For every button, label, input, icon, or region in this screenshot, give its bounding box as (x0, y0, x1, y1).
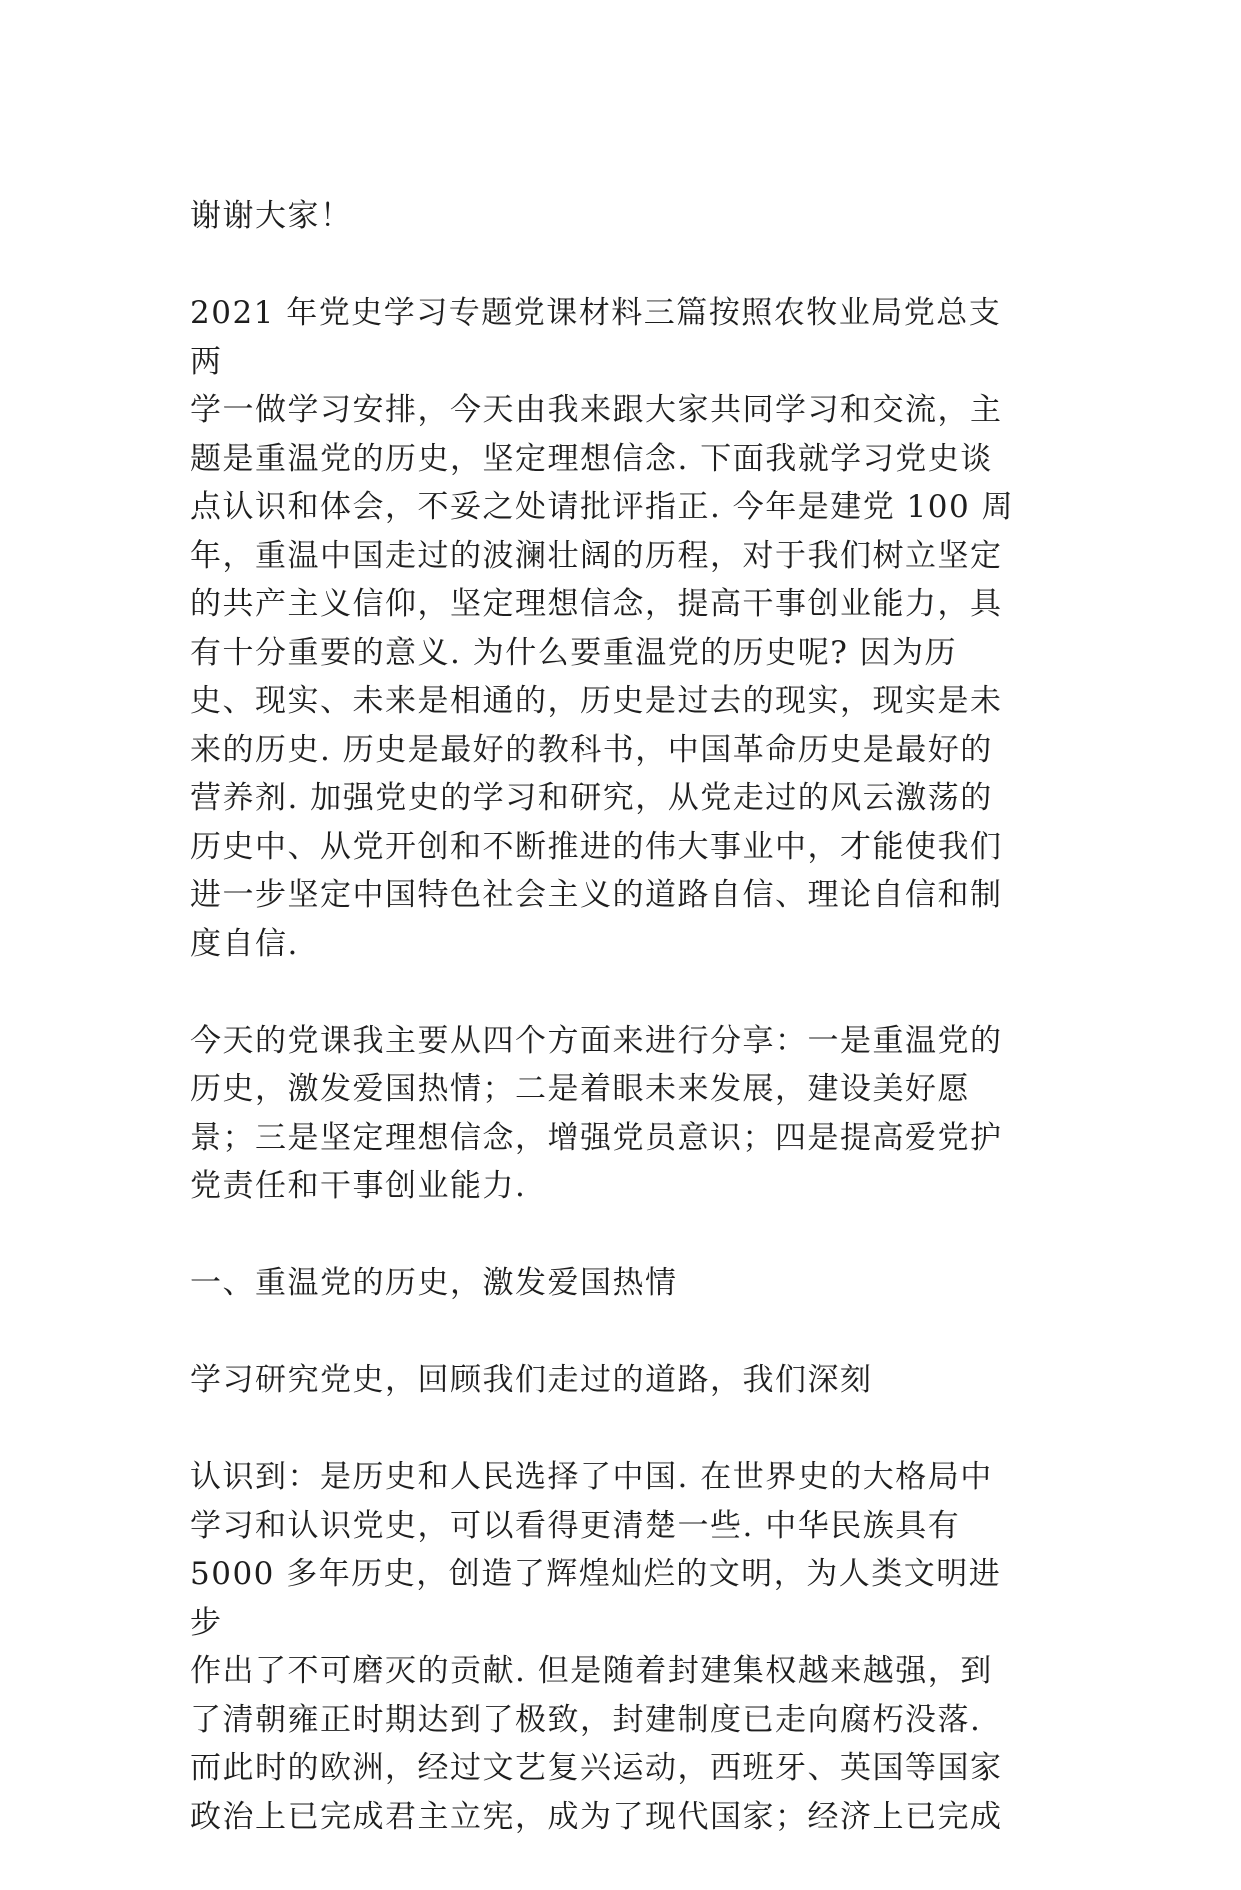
intro-paragraph: 2021 年党史学习专题党课材料三篇按照农牧业局党总支两 学一做学习安排，今天由我来跟大家共同学习和交流，主 题是重温党的历史，坚定理想信念. 下面我就学习党史谈 点认识和体会，不妥之处请批评指正. 今年是建党 100 周 年，重温中国走过的波澜壮阔的历程，对于我们树立坚定 的共产主义信仰，坚定理想信念，提高干事创业能力，具 有十分重要的意义. 为什么要重温党的历史呢? 因为历 史、现实、未来是相通的，历史是过去的现实，现实是未 来的历史. 历史是最好的教科书，中国革命历史是最好的 营养剂. 加强党史的学习和研究，从党走过的风云激荡的 历史中、从党开创和不断推进的伟大事业中，才能使我们 进一步坚定中国特色社会主义的道路自信、理论自信和制 度自信. (190, 295, 1015, 962)
document-body (190, 192, 1030, 1890)
history-paragraph: 认识到：是历史和人民选择了中国. 在世界史的大格局中 学习和认识党史，可以看得更清楚一些. 中华民族具有 5000 多年历史，创造了辉煌灿烂的文明，为人类文明进步 作出了不可磨灭的贡献. 但是随着封建集权越来越强，到 了清朝雍正时期达到了极致，封建制度已走向腐朽没落. 而此时的欧洲，经过文艺复兴运动，西班牙、英国等国家 政治上已完成君主立宪，成为了现代国家；经济上已完成 (190, 1459, 1003, 1835)
outline-paragraph: 今天的党课我主要从四个方面来进行分享：一是重温党的 历史，激发爱国热情；二是着眼未来发展，建设美好愿 景；三是坚定理想信念，增强党员意识；四是提高爱党护 党责任和干事创业能力. (190, 1022, 1003, 1204)
section-lead-paragraph: 学习研究党史，回顾我们走过的道路，我们深刻 (190, 1362, 873, 1398)
section-heading: 一、重温党的历史，激发爱国热情 (190, 1265, 678, 1301)
closing-thanks-paragraph: 谢谢大家！ (190, 198, 353, 234)
